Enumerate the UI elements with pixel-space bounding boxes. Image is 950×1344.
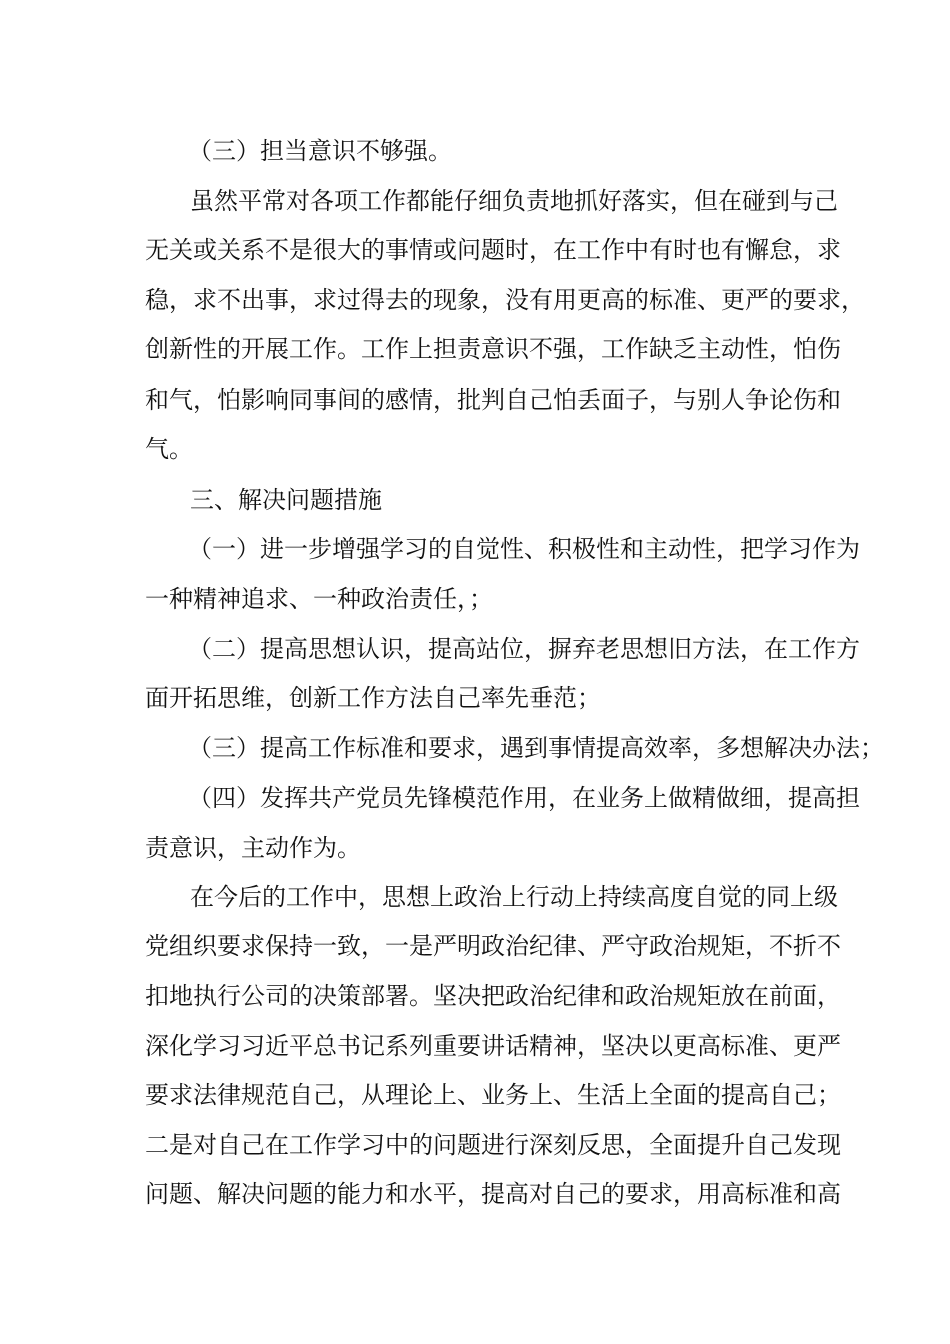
text-line: 责意识，主动作为。: [145, 834, 361, 862]
text-line: 深化学习习近平总书记系列重要讲话精神，坚决以更高标准、更严: [145, 1032, 841, 1060]
text-line: 虽然平常对各项工作都能仔细负责地抓好落实，但在碰到与己: [190, 187, 838, 215]
text-line: 党组织要求保持一致，一是严明政治纪律、严守政治规矩，不折不: [145, 932, 841, 960]
text-line: 气。: [145, 435, 193, 463]
text-line: （二）提高思想认识，提高站位，摒弃老思想旧方法，在工作方: [188, 635, 860, 663]
text-line: （三）提高工作标准和要求，遇到事情提高效率，多想解决办法；: [188, 734, 884, 762]
text-line: 面开拓思维，创新工作方法自己率先垂范；: [145, 684, 601, 712]
text-line: 问题、解决问题的能力和水平，提高对自己的要求，用高标准和高: [145, 1180, 841, 1208]
text-line: 一种精神追求、一种政治责任，；: [145, 585, 493, 613]
text-line: 二是对自己在工作学习中的问题进行深刻反思，全面提升自己发现: [145, 1131, 841, 1159]
text-line: 扣地执行公司的决策部署。坚决把政治纪律和政治规矩放在前面，: [145, 982, 841, 1010]
text-line: （三）担当意识不够强。: [188, 137, 452, 165]
text-line: 和气，怕影响同事间的感情，批判自己怕丢面子，与别人争论伤和: [145, 386, 841, 414]
text-line: 创新性的开展工作。工作上担责意识不强，工作缺乏主动性，怕伤: [145, 335, 841, 363]
text-line: （一）进一步增强学习的自觉性、积极性和主动性，把学习作为: [188, 535, 860, 563]
text-line: 稳，求不出事，求过得去的现象，没有用更高的标准、更严的要求，: [145, 286, 865, 314]
text-line: 在今后的工作中，思想上政治上行动上持续高度自觉的同上级: [190, 883, 838, 911]
text-line: 要求法律规范自己，从理论上、业务上、生活上全面的提高自己；: [145, 1081, 841, 1109]
text-line: 无关或关系不是很大的事情或问题时，在工作中有时也有懈怠，求: [145, 236, 841, 264]
text-line: （四）发挥共产党员先锋模范作用，在业务上做精做细，提高担: [188, 784, 860, 812]
section-heading: 三、解决问题措施: [190, 486, 382, 514]
